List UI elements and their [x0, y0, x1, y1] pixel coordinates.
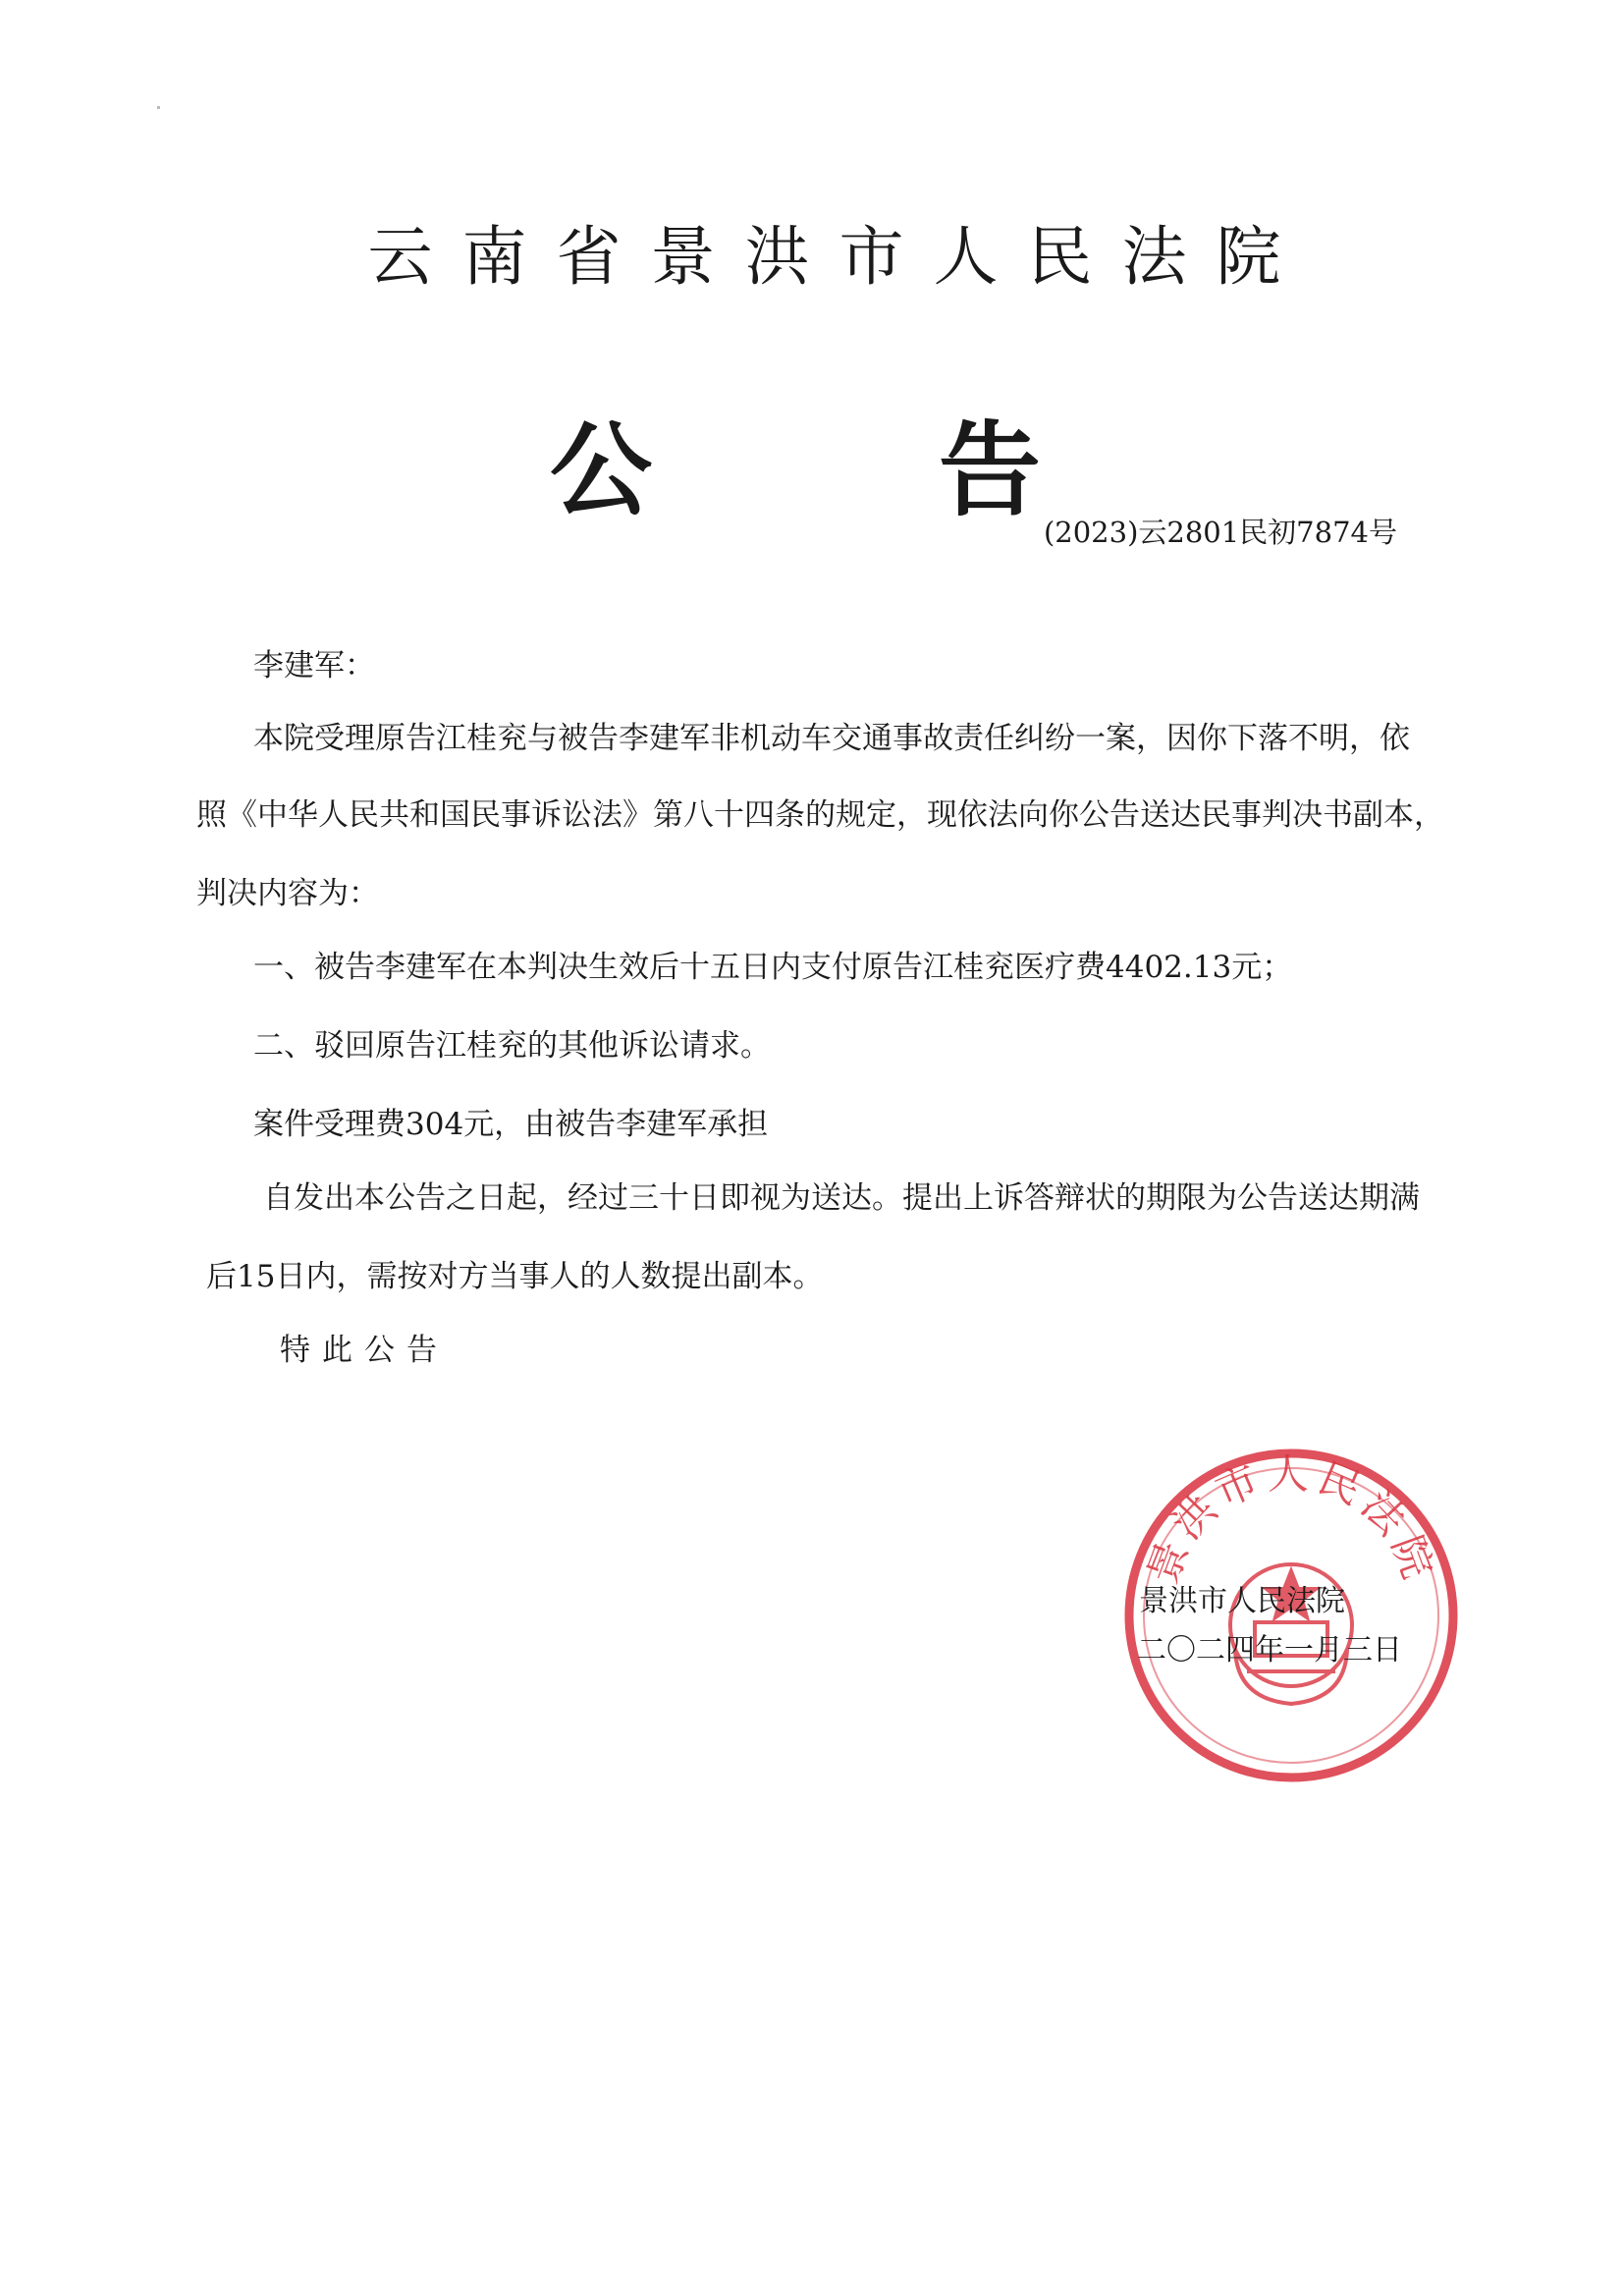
- signing-court: 景洪市人民法院: [1139, 1584, 1345, 1618]
- case-fee-statement: 案件受理费304元，由被告李建军承担: [253, 1107, 769, 1142]
- court-name-heading: 云南省景洪市人民法院: [367, 219, 1311, 295]
- signing-date: 二〇二四年一月三日: [1137, 1633, 1402, 1667]
- addressee: 李建军：: [253, 648, 375, 683]
- title-char-left: 公: [550, 410, 653, 530]
- case-number: (2023)云2801民初7874号: [1043, 516, 1397, 549]
- delivery-terms-line-1: 自发出本公告之日起，经过三十日即视为送达。提出上诉答辩状的期限为公告送达期满: [263, 1180, 1420, 1216]
- title-char-right: 告: [938, 410, 1041, 530]
- document-title: [550, 388, 1041, 535]
- delivery-terms-line-2: 后15日内，需按对方当事人的人数提出副本。: [206, 1259, 824, 1294]
- notice-body-line-3: 判决内容为：: [196, 876, 379, 911]
- seal-text: 景洪市人民法院: [1138, 1449, 1444, 1591]
- judgment-item-1: 一、被告李建军在本判决生效后十五日内支付原告江桂兖医疗费4402.13元；: [253, 950, 1293, 985]
- closing-phrase: 特此公告: [280, 1333, 449, 1368]
- scan-speck: [157, 106, 160, 109]
- notice-body-line-1: 本院受理原告江桂兖与被告李建军非机动车交通事故责任纠纷一案，因你下落不明，依: [253, 721, 1410, 756]
- notice-body-line-2: 照《中华人民共和国民事诉讼法》第八十四条的规定，现依法向你公告送达民事判决书副本，: [196, 797, 1444, 833]
- judgment-item-2: 二、驳回原告江桂兖的其他诉讼请求。: [253, 1028, 771, 1064]
